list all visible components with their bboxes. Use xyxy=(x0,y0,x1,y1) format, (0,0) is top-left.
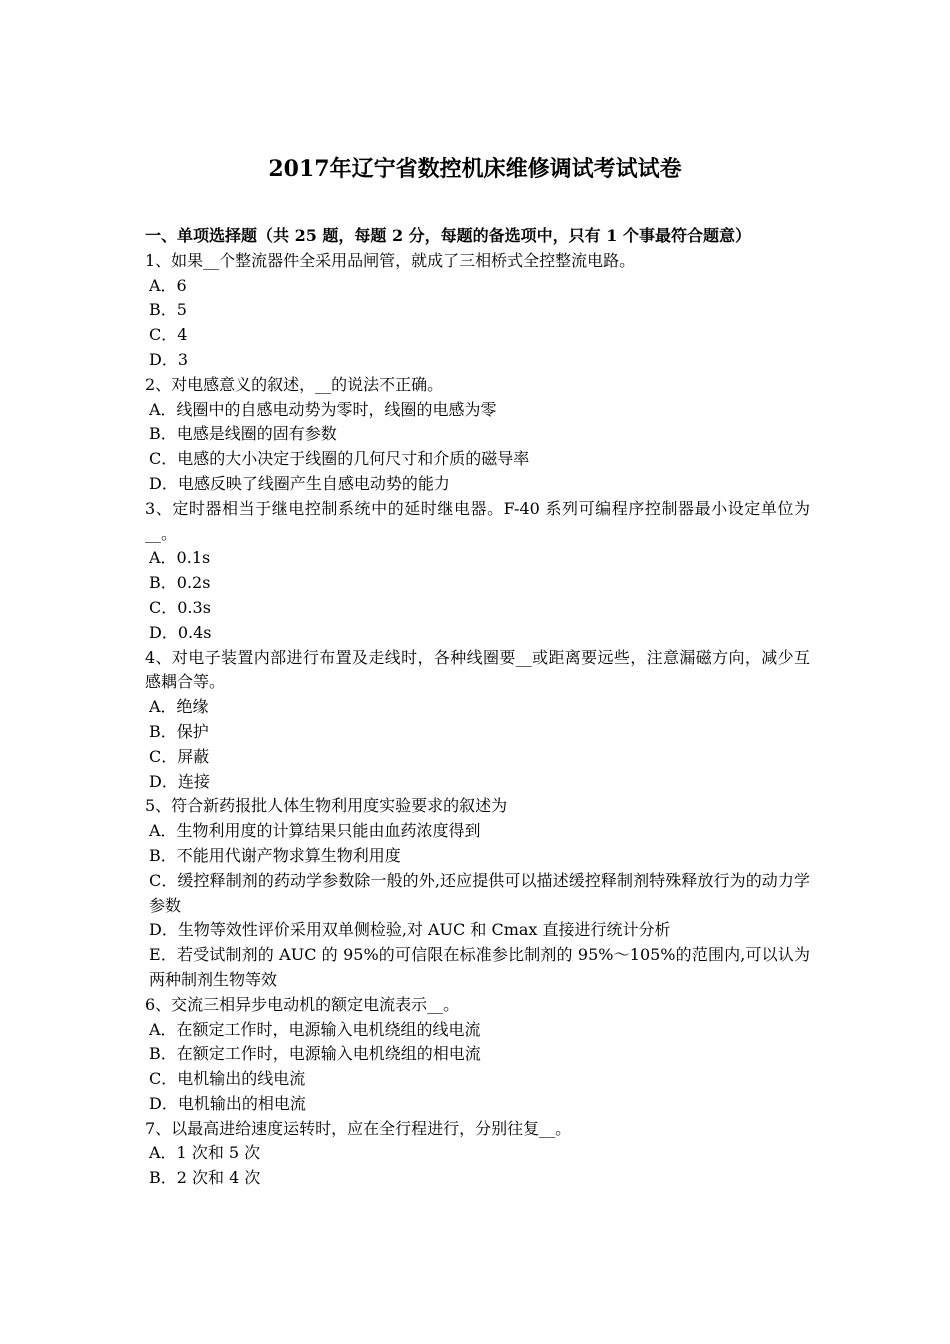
answer-option: A．6 xyxy=(149,275,187,295)
question-stem: 2、对电感意义的叙述，__的说法不正确。 xyxy=(145,374,444,394)
answer-option: D．0.4s xyxy=(149,622,212,642)
document-content xyxy=(145,224,810,1191)
answer-option: A．绝缘 xyxy=(149,697,209,717)
document-title: 2017年辽宁省数控机床维修调试考试试卷 xyxy=(268,156,682,182)
answer-option: C．0.3s xyxy=(149,597,211,617)
answer-option: C．电感的大小决定于线圈的几何尺寸和介质的磁导率 xyxy=(149,449,530,469)
answer-option: C．4 xyxy=(149,325,188,345)
question-item xyxy=(145,794,810,992)
answer-option: C．屏蔽 xyxy=(149,746,210,766)
question-stem: 4、对电子装置内部进行布置及走线时，各种线圈要__或距离要远些，注意漏磁方向，减少互感耦合等。 xyxy=(145,647,810,692)
answer-option: B．0.2s xyxy=(149,573,211,593)
answer-option: A．线圈中的自感电动势为零时，线圈的电感为零 xyxy=(149,399,497,419)
question-stem: 5、符合新药报批人体生物利用度实验要求的叙述为 xyxy=(145,796,508,816)
question-stem: 7、以最高进给速度运转时，应在全行程进行，分别往复__。 xyxy=(145,1118,572,1138)
question-item xyxy=(145,373,810,497)
answer-option: B．2 次和 4 次 xyxy=(149,1168,261,1188)
question-item xyxy=(145,646,810,795)
question-item xyxy=(145,249,810,373)
section-heading: 一、单项选择题（共 25 题，每题 2 分，每题的备选项中，只有 1 个事最符合题意） xyxy=(145,226,751,245)
answer-option: A．在额定工作时，电源输入电机绕组的线电流 xyxy=(149,1019,481,1039)
answer-option: B．电感是线圈的固有参数 xyxy=(149,424,337,444)
answer-option: D．连接 xyxy=(149,771,210,791)
answer-option: D．生物等效性评价采用双单侧检验,对 AUC 和 Cmax 直接进行统计分析 xyxy=(149,920,671,940)
question-stem: 1、如果__个整流器件全采用品闸管，就成了三相桥式全控整流电路。 xyxy=(145,250,636,270)
question-item xyxy=(145,1117,810,1191)
answer-option: B．在额定工作时，电源输入电机绕组的相电流 xyxy=(149,1044,481,1064)
answer-option: A．1 次和 5 次 xyxy=(149,1143,261,1163)
answer-option: C．电机输出的线电流 xyxy=(149,1069,306,1089)
answer-option: B．5 xyxy=(149,300,187,320)
answer-option: B．保护 xyxy=(149,721,209,741)
answer-option: C．缓控释制剂的药动学参数除一般的外,还应提供可以描述缓控释制剂特殊释放行为的动力学参数 xyxy=(149,870,810,915)
question-item xyxy=(145,993,810,1117)
question-stem: 6、交流三相异步电动机的额定电流表示__。 xyxy=(145,994,460,1014)
question-stem: 3、定时器相当于继电控制系统中的延时继电器。F-40 系列可编程序控制器最小设定单位为__。 xyxy=(145,498,810,543)
question-item xyxy=(145,497,810,646)
answer-option: E．若受试制剂的 AUC 的 95%的可信限在标准参比制剂的 95%～105%的范围内,可以认为两种制剂生物等效 xyxy=(149,945,810,989)
answer-option: A．生物利用度的计算结果只能由血药浓度得到 xyxy=(149,821,481,841)
answer-option: A．0.1s xyxy=(149,548,211,568)
answer-option: D．电感反映了线圈产生自感电动势的能力 xyxy=(149,473,450,493)
answer-option: B．不能用代谢产物求算生物利用度 xyxy=(149,845,401,865)
question-list xyxy=(145,249,810,1191)
answer-option: D．3 xyxy=(149,349,189,369)
answer-option: D．电机输出的相电流 xyxy=(149,1093,306,1113)
